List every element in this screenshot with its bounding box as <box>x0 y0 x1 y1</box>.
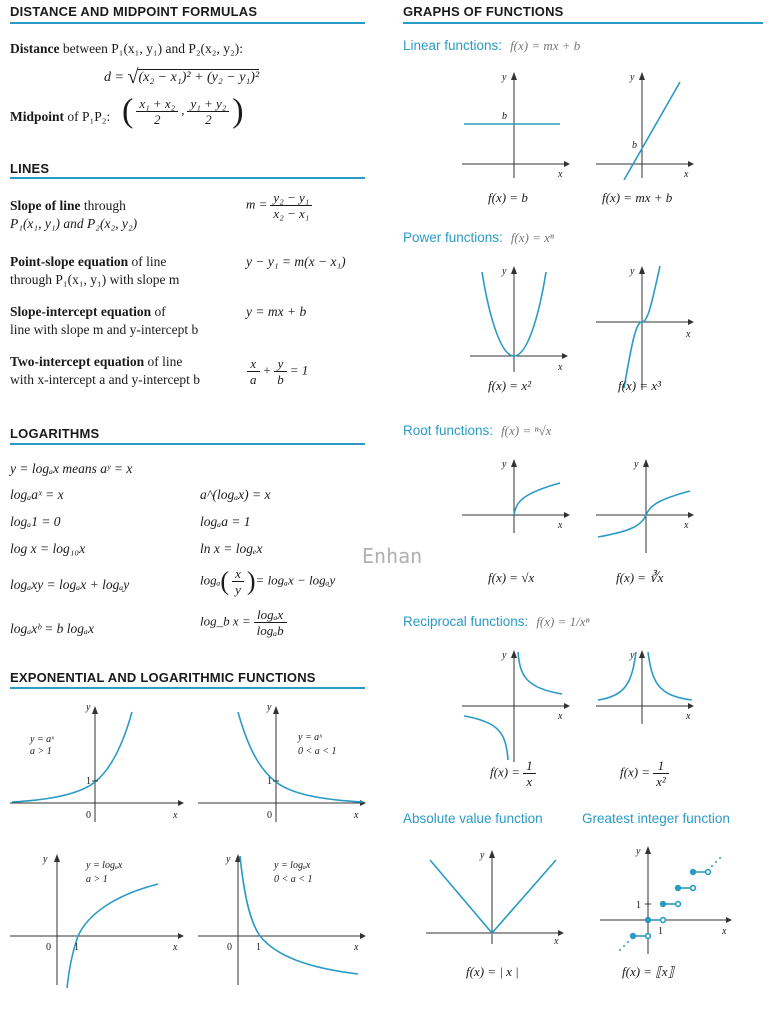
distance-formula: d = √(x₂ − x₁)² + (y₂ − y₁)² <box>104 66 260 88</box>
log-line-1: y = logₐx means aʸ = x <box>10 461 133 476</box>
axis-x-label: x <box>684 169 689 180</box>
axis-y-label: y <box>630 650 635 661</box>
caption-cbrt: f(x) = ∛x <box>616 570 664 585</box>
slope-desc1: through <box>83 198 126 213</box>
tick-one-x-label: 1 <box>658 926 663 937</box>
axis-x-label: x <box>173 942 178 953</box>
recip2-den: x² <box>656 774 666 789</box>
point-slope-desc2: through P₁(x₁, y₁) with slope m <box>10 272 180 287</box>
recip1-pre: f(x) = <box>490 764 521 780</box>
distance-desc: between P₁(x₁, y₁) and P₂(x₂, y₂): <box>62 41 243 56</box>
log-growth-eq: y = logₐx <box>86 860 123 871</box>
log-graph-growth <box>10 850 185 990</box>
distance-label: Distance <box>10 41 60 56</box>
midpoint-num-y: y₁ + y₂ <box>187 96 229 112</box>
power-formula: f(x) = xⁿ <box>510 230 554 245</box>
axis-y-label: y <box>630 72 635 83</box>
caption-linear: f(x) = mx + b <box>602 190 673 205</box>
axis-y-label: y <box>43 854 48 865</box>
slope-den: x₂ − x₁ <box>273 206 310 221</box>
log-decay-eq: y = logₐx <box>274 860 311 871</box>
distance-text <box>10 40 243 58</box>
root-title: Root functions: <box>403 423 494 438</box>
log-line-5b: logₐ( $\frac{x}{y}$ )= logₐx − logₐy <box>200 566 336 597</box>
distance-lhs: d = <box>104 70 124 85</box>
midpoint-num-x: x₁ + x₂ <box>136 96 178 112</box>
recip1-num: 1 <box>523 758 536 774</box>
exp-graph-decay <box>198 700 368 825</box>
log6b-den: logₐb <box>256 623 284 638</box>
slope-intercept-desc2: line with slope m and y-intercept b <box>10 322 199 337</box>
power-title: Power functions: <box>403 230 503 245</box>
slope-intercept-formula: y = mx + b <box>246 304 307 319</box>
exp-decay-eq: y = aˣ <box>298 732 323 743</box>
reciprocal-heading <box>403 614 590 630</box>
ti-a: a <box>250 372 257 387</box>
axis-y-label: y <box>630 266 635 277</box>
section-rule <box>10 177 365 179</box>
axis-y-label: y <box>86 702 91 713</box>
watermark: Enhan <box>362 544 423 568</box>
log-line-4a: log x = log₁₀x <box>10 541 86 556</box>
axis-x-label: x <box>354 942 359 953</box>
axis-x-label: x <box>684 520 689 531</box>
log-decay-cond: 0 < a < 1 <box>274 874 313 885</box>
ti-b: b <box>277 372 284 387</box>
midpoint-label: Midpoint <box>10 109 65 124</box>
axis-y-label: y <box>502 650 507 661</box>
exp-growth-eq: y = aˣ <box>30 734 55 745</box>
log-line-3b: logₐa = 1 <box>200 514 251 529</box>
slope-desc2: P₁(x₁, y₁) and P₂(x₂, y₂) <box>10 216 138 231</box>
log5b-pre: logₐ <box>200 572 221 588</box>
log5b-den: y <box>235 582 241 597</box>
linear-formula: f(x) = mx + b <box>510 38 581 53</box>
midpoint-desc: of P₁P₂: <box>67 109 111 124</box>
log-growth-cond: a > 1 <box>86 874 108 885</box>
log-line-3a: logₐ1 = 0 <box>10 514 61 529</box>
power-heading <box>403 230 554 246</box>
section-title-distance: DISTANCE AND MIDPOINT FORMULAS <box>10 4 258 19</box>
recip2-pre: f(x) = <box>620 764 651 780</box>
graph-square <box>470 262 570 374</box>
root-heading <box>403 423 551 439</box>
graph-recip1 <box>462 646 572 764</box>
axis-x-label: x <box>173 810 178 821</box>
slope-intercept-label: Slope-intercept equation <box>10 304 152 319</box>
recip2-num: 1 <box>653 758 669 774</box>
tick-one-label: 1 <box>636 900 641 911</box>
axis-y-label: y <box>226 854 231 865</box>
point-slope-formula: y − y₁ = m(x − x₁) <box>246 254 346 269</box>
log-line-5a: logₐxy = logₐx + logₐy <box>10 577 130 592</box>
section-title-graphs: GRAPHS OF FUNCTIONS <box>403 4 564 19</box>
graph-greatest-integer <box>600 842 735 957</box>
log-line-6a: logₐxᵇ = b logₐx <box>10 621 94 636</box>
axis-x-label: x <box>686 711 691 722</box>
caption-square: f(x) = x² <box>488 378 531 393</box>
root-formula: f(x) = ⁿ√x <box>501 423 552 438</box>
midpoint-den-y: 2 <box>205 112 212 127</box>
ti-y: y <box>274 356 287 372</box>
absval-heading: Absolute value function <box>403 811 543 826</box>
axis-y-label: y <box>480 850 485 861</box>
graph-absval <box>426 846 566 946</box>
axis-y-label: y <box>502 266 507 277</box>
caption-cube: f(x) = x³ <box>618 378 661 393</box>
axis-x-label: x <box>558 169 563 180</box>
reciprocal-title: Reciprocal functions: <box>403 614 529 629</box>
section-title-lines: LINES <box>10 161 50 176</box>
slope-text <box>10 197 137 233</box>
log-line-2a: logₐaˣ = x <box>10 487 64 502</box>
ti-x: x <box>247 356 260 372</box>
graph-sqrt <box>462 455 572 535</box>
intercept-b-label: b <box>632 140 637 151</box>
graph-cube <box>596 262 696 392</box>
tick-one-label: 1 <box>86 776 91 787</box>
caption-sqrt: f(x) = √x <box>488 570 535 585</box>
exp-graph-growth <box>10 700 185 825</box>
midpoint-text <box>10 108 110 126</box>
axis-x-label: x <box>686 329 691 340</box>
gint-heading: Greatest integer function <box>582 811 730 826</box>
axis-y-label: y <box>267 702 272 713</box>
log5b-num: x <box>232 566 244 582</box>
linear-heading <box>403 38 580 54</box>
slope-intercept-text <box>10 303 198 339</box>
graph-recip2 <box>596 646 696 726</box>
point-slope-label: Point-slope equation <box>10 254 129 269</box>
caption-gint: f(x) = ⟦x⟧ <box>622 964 674 979</box>
axis-x-label: x <box>558 711 563 722</box>
axis-x-label: x <box>558 362 563 373</box>
distance-radicand: (x₂ − x₁)² + (y₂ − y₁)² <box>138 70 260 85</box>
axis-y-label: y <box>502 459 507 470</box>
exp-growth-cond: a > 1 <box>30 746 52 757</box>
two-intercept-formula: $\frac{x}{a}$ + $\frac{y}{b}$ = 1 <box>244 356 308 387</box>
slope-formula <box>246 190 315 221</box>
two-intercept-desc2: with x-intercept a and y-intercept b <box>10 372 201 387</box>
axis-x-label: x <box>558 520 563 531</box>
exp-decay-cond: 0 < a < 1 <box>298 746 337 757</box>
section-rule <box>10 443 365 445</box>
section-title-logarithms: LOGARITHMS <box>10 426 100 441</box>
axis-y-label: y <box>636 846 641 857</box>
intercept-b-label: b <box>502 111 507 122</box>
origin-label: 0 <box>86 810 91 821</box>
axis-x-label: x <box>722 926 727 937</box>
tick-one-label: 1 <box>256 942 261 953</box>
log-line-6b <box>200 607 290 638</box>
caption-constant: f(x) = b <box>488 190 528 205</box>
log-line-2b: a^(logₐx) = x <box>200 487 271 502</box>
log6b-pre: log_b x = <box>200 613 251 629</box>
section-rule <box>10 687 365 689</box>
ti-rhs: = 1 <box>289 362 309 378</box>
log6b-num: logₐx <box>254 607 287 623</box>
log-graph-decay <box>198 850 368 990</box>
tick-one-label: 1 <box>74 942 79 953</box>
linear-title: Linear functions: <box>403 38 503 53</box>
origin-label: 0 <box>227 942 232 953</box>
caption-absval: f(x) = | x | <box>466 964 519 979</box>
two-intercept-desc1: of line <box>147 354 183 369</box>
log-line-4b: ln x = logₑx <box>200 541 263 556</box>
slope-lhs: m = <box>246 196 268 212</box>
slope-intercept-desc1: of <box>154 304 166 319</box>
section-rule <box>10 22 365 24</box>
axis-x-label: x <box>354 810 359 821</box>
midpoint-formula: ( $\frac{\text{x₁ + x₂}}{2}$ , $\frac{\text{y₁ + y₂}}{2}$ ) <box>122 92 244 130</box>
axis-y-label: y <box>634 459 639 470</box>
slope-label: Slope of line <box>10 198 81 213</box>
section-rule <box>403 22 763 24</box>
log5b-post: = logₐx − logₐy <box>255 572 336 588</box>
origin-label: 0 <box>267 810 272 821</box>
midpoint-den-x: 2 <box>154 112 161 127</box>
recip1-den: x <box>526 774 533 789</box>
caption-recip1 <box>490 758 539 789</box>
point-slope-text <box>10 253 179 289</box>
graph-linear <box>596 68 696 180</box>
slope-num: y₂ − y₁ <box>270 190 312 206</box>
two-intercept-label: Two-intercept equation <box>10 354 145 369</box>
reciprocal-formula: f(x) = 1/xⁿ <box>536 614 590 629</box>
axis-x-label: x <box>554 936 559 946</box>
point-slope-desc1: of line <box>131 254 167 269</box>
graph-constant <box>462 68 572 180</box>
caption-recip2 <box>620 758 672 789</box>
tick-one-label: 1 <box>267 776 272 787</box>
section-title-explog: EXPONENTIAL AND LOGARITHMIC FUNCTIONS <box>10 670 316 685</box>
two-intercept-text <box>10 353 200 389</box>
axis-y-label: y <box>502 72 507 83</box>
origin-label: 0 <box>46 942 51 953</box>
graph-cbrt <box>596 455 696 555</box>
